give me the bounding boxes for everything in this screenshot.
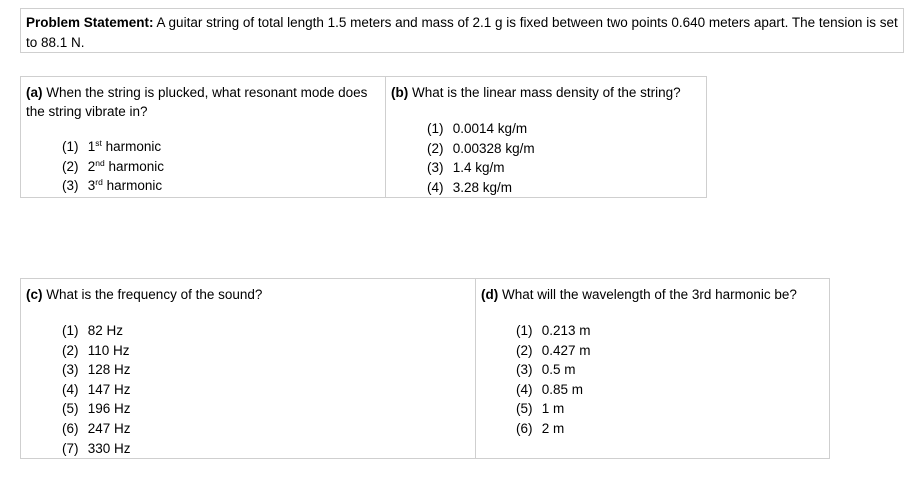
choice-number: (2) [516,342,533,358]
question-b-letter: (b) [391,85,409,100]
choice-a1[interactable]: (1) 1st harmonic [62,137,164,157]
question-a-letter: (a) [26,85,43,100]
choice-number: (1) [516,323,533,338]
choice-number: (3) [427,160,444,176]
choice-text: 247 Hz [87,420,131,436]
question-a-choices [62,137,164,196]
choice-b3[interactable] [427,158,535,178]
choice-number: (6) [516,420,533,436]
choice-c6[interactable] [62,419,131,439]
choice-c3[interactable] [62,360,131,380]
choice-c1[interactable] [62,321,131,341]
choice-number: (2) [62,158,79,174]
question-c [20,278,476,459]
choice-b2[interactable] [427,139,535,159]
choice-number: (6) [62,420,79,436]
choice-number: (5) [62,401,79,417]
question-c-letter: (c) [26,287,43,302]
choice-number: (2) [62,342,79,358]
question-a-text: When the string is plucked, what resonant mode does the string vibrate in? [26,85,368,119]
choice-text: 2 m [541,420,565,436]
choice-text: 3.28 kg/m [452,179,513,195]
choice-text: 196 Hz [87,401,131,417]
choice-text: 128 Hz [87,362,131,378]
choice-b4[interactable] [427,178,535,198]
choice-number: (5) [516,401,533,417]
choice-number: (2) [427,140,444,156]
question-c-prompt [26,285,470,304]
choice-c2[interactable] [62,341,131,361]
question-b [385,76,707,198]
problem-statement-text: A guitar string of total length 1.5 meters and mass of 2.1 g is fixed between two points 0.640 meters apart. The tension is set to 88.1 N. [26,15,898,50]
choice-text: 82 Hz [87,323,124,338]
choice-text: 0.5 m [541,362,576,378]
choice-number: (3) [62,178,79,194]
choice-d4[interactable] [516,380,591,400]
choice-number: (7) [62,440,79,456]
choice-text: 147 Hz [87,381,131,397]
question-d-choices [516,321,591,439]
choice-c7[interactable] [62,439,131,459]
choice-number: (4) [516,381,533,397]
choice-a2[interactable]: (2) 2nd harmonic [62,157,164,177]
question-d-text: What will the wavelength of the 3rd harmonic be? [498,287,797,302]
choice-text: 0.427 m [541,342,591,358]
choice-c4[interactable] [62,380,131,400]
choice-number: (3) [62,362,79,378]
question-b-prompt [391,83,701,102]
choice-text: 110 Hz [87,342,130,358]
problem-statement [20,8,904,53]
choice-number: (1) [427,121,444,136]
question-d-letter: (d) [481,287,499,302]
choice-text: 0.00328 kg/m [452,140,535,156]
question-b-text: What is the linear mass density of the string? [408,85,681,100]
question-c-choices [62,321,131,458]
choice-c5[interactable] [62,399,131,419]
choice-text: 0.213 m [541,323,591,338]
question-a [20,76,386,198]
question-d [475,278,830,459]
problem-statement-label: Problem Statement: [26,15,154,30]
choice-a3[interactable]: (3) 3rd harmonic [62,176,164,196]
choice-text: 0.85 m [541,381,584,397]
choice-text: 0.0014 kg/m [452,121,528,136]
choice-number: (1) [62,139,79,154]
choice-number: (4) [427,179,444,195]
choice-d2[interactable] [516,341,591,361]
choice-d5[interactable] [516,399,591,419]
choice-b1[interactable] [427,119,535,139]
choice-d1[interactable] [516,321,591,341]
choice-text: 1 m [541,401,565,417]
question-c-text: What is the frequency of the sound? [42,287,263,302]
question-d-prompt [481,285,824,304]
choice-d3[interactable] [516,360,591,380]
choice-text: 1.4 kg/m [452,160,505,176]
choice-text: 330 Hz [87,440,131,456]
choice-number: (4) [62,381,79,397]
choice-d6[interactable] [516,419,591,439]
question-a-prompt [26,83,380,121]
choice-number: (1) [62,323,79,338]
choice-number: (3) [516,362,533,378]
question-b-choices [427,119,535,197]
